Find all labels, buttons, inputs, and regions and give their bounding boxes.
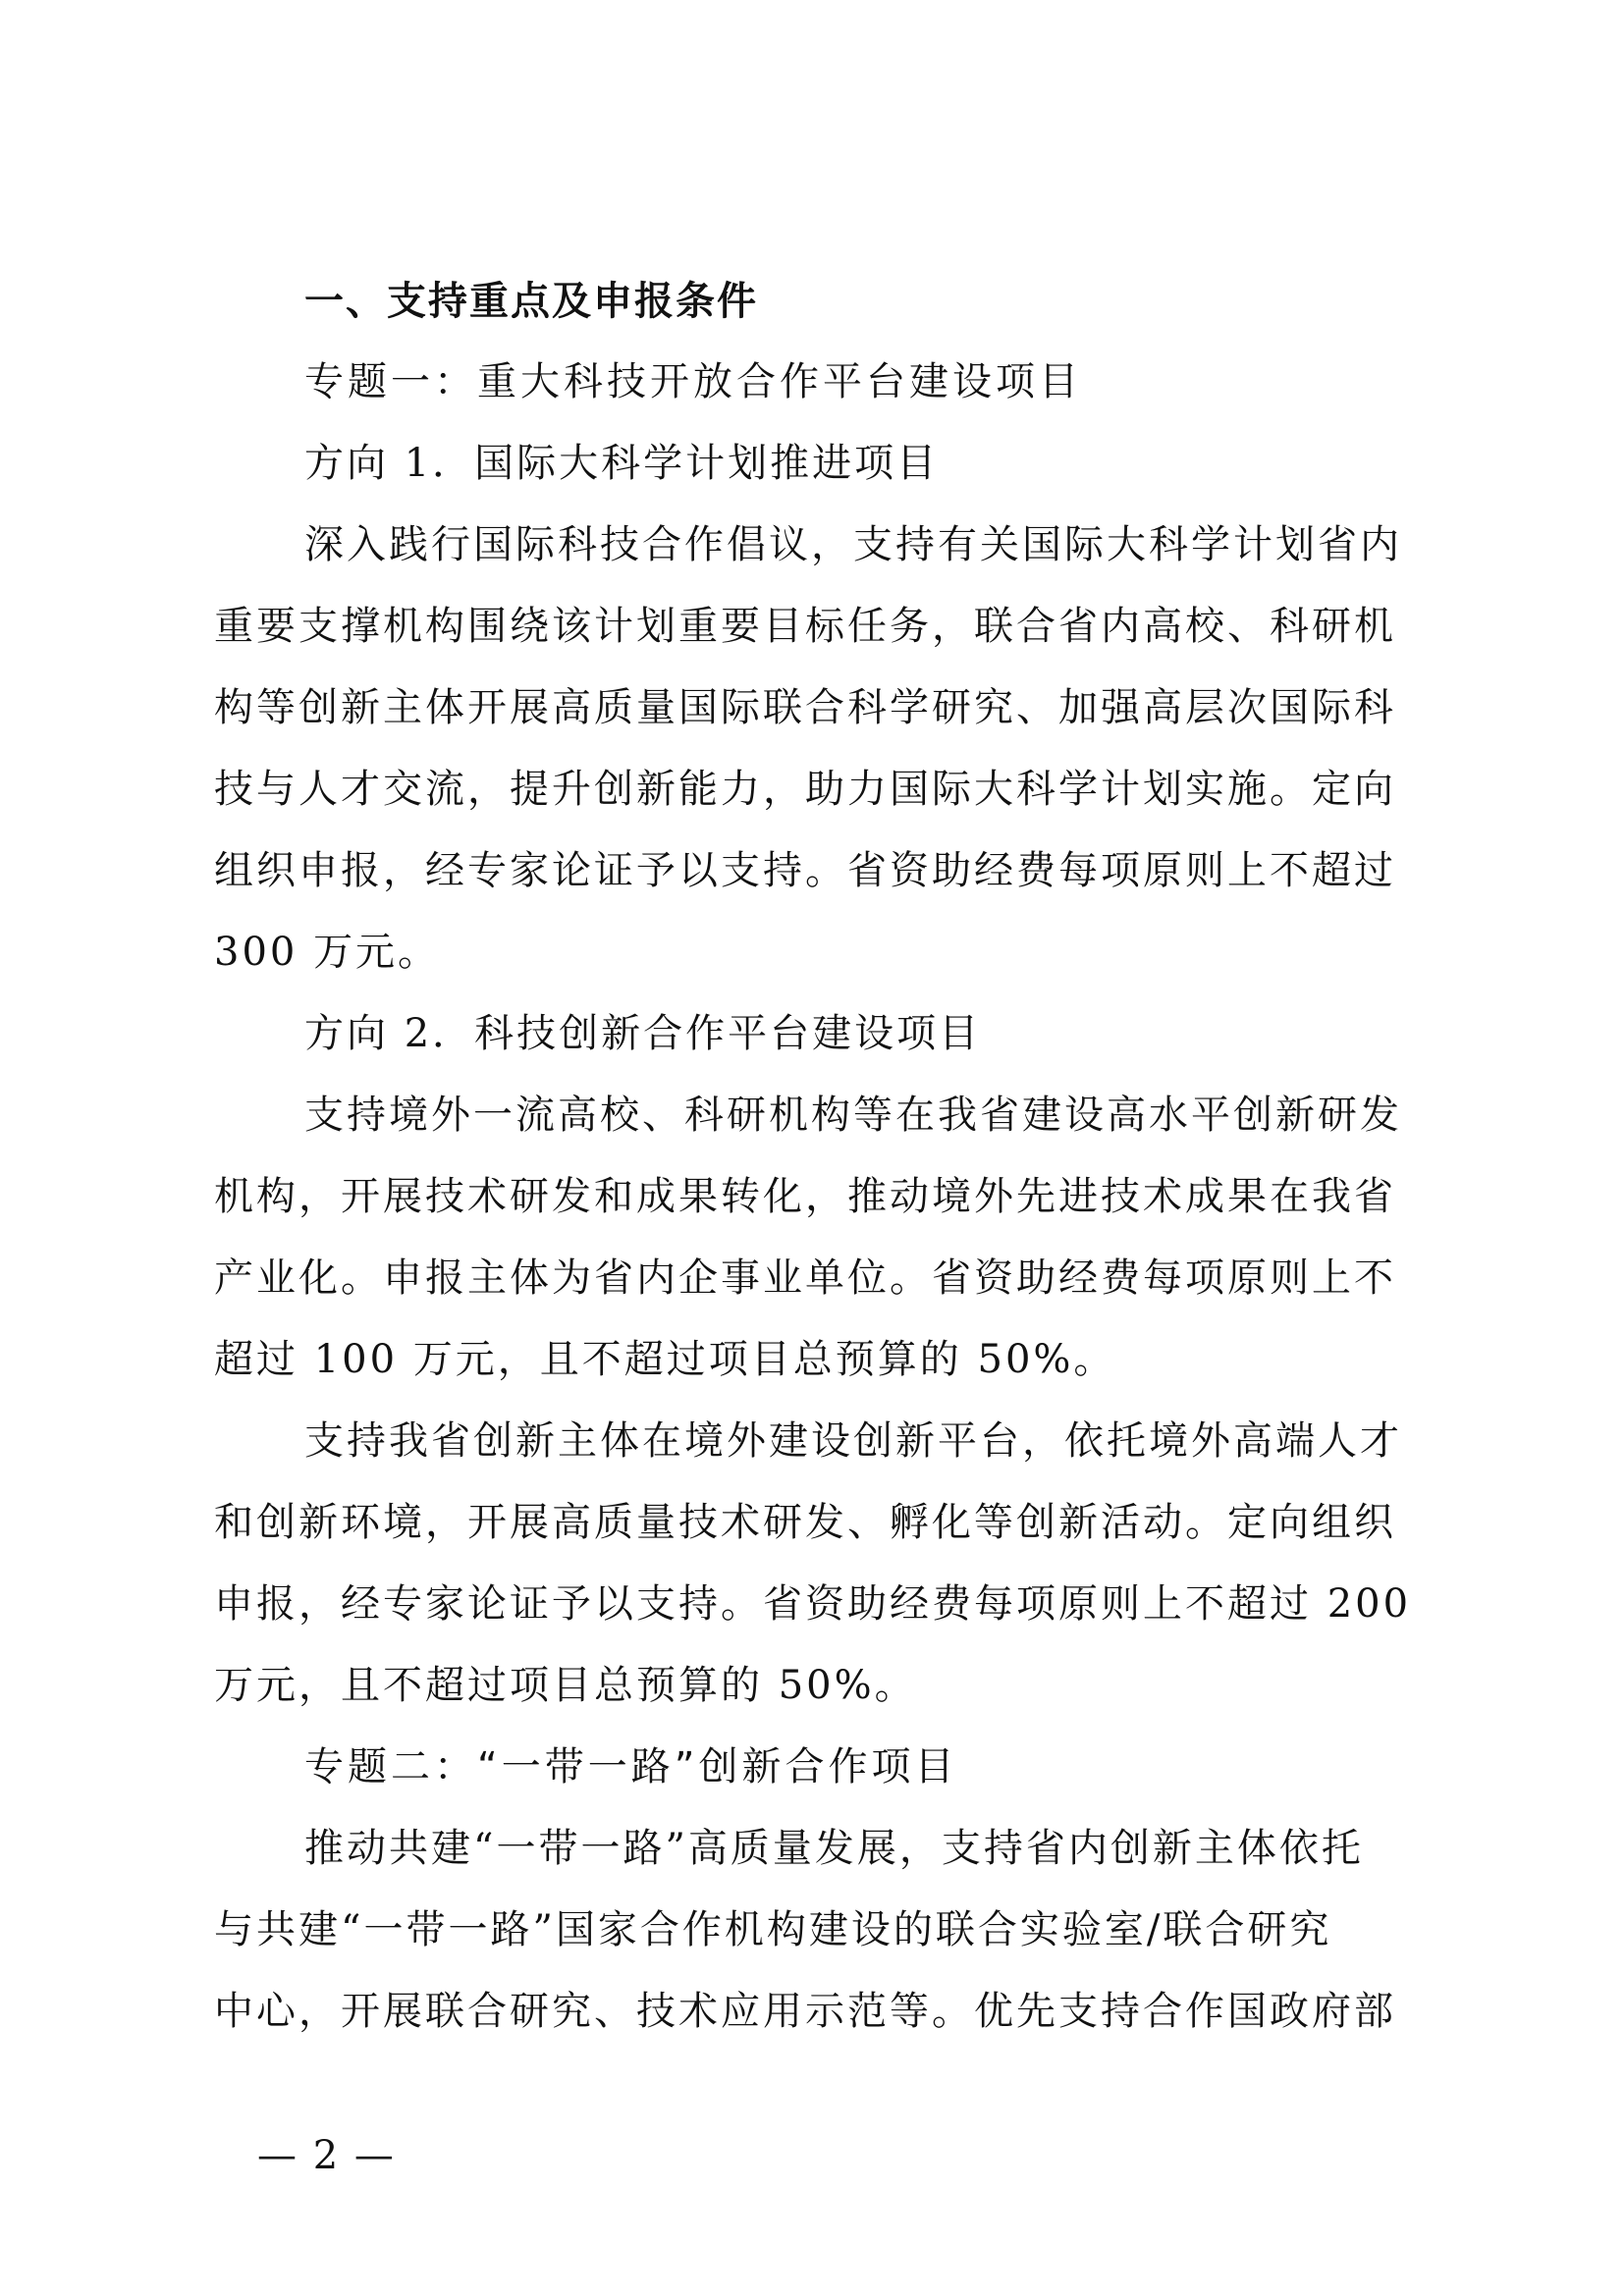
page-number: — 2 — [257, 2133, 396, 2178]
topic1-title: 专题一：重大科技开放合作平台建设项目 [304, 359, 1082, 404]
paragraph-line: 重要支撑机构围绕该计划重要目标任务，联合省内高校、科研机 [214, 604, 1396, 649]
paragraph-line: 万元，且不超过项目总预算的 50%。 [214, 1663, 917, 1708]
paragraph-line: 支持我省创新主体在境外建设创新平台，依托境外高端人才 [304, 1418, 1402, 1464]
paragraph-line: 支持境外一流高校、科研机构等在我省建设高水平创新研发 [304, 1093, 1402, 1138]
paragraph-line: 深入践行国际科技合作倡议，支持有关国际大科学计划省内 [304, 522, 1402, 567]
paragraph-line: 中心，开展联合研究、技术应用示范等。优先支持合作国政府部 [214, 1989, 1396, 2034]
section-heading: 一、支持重点及申报条件 [304, 279, 758, 324]
paragraph-line: 300 万元。 [214, 930, 441, 975]
paragraph-line: 技与人才交流，提升创新能力，助力国际大科学计划实施。定向 [214, 767, 1396, 812]
direction1-title: 方向 1．国际大科学计划推进项目 [304, 441, 940, 486]
paragraph-line: 超过 100 万元，且不超过项目总预算的 50%。 [214, 1337, 1116, 1382]
paragraph-line: 推动共建“一带一路”高质量发展，支持省内创新主体依托 [304, 1826, 1364, 1871]
paragraph-line: 申报，经专家论证予以支持。省资助经费每项原则上不超过 200 [214, 1581, 1412, 1627]
direction2-title: 方向 2．科技创新合作平台建设项目 [304, 1011, 982, 1056]
paragraph-line: 机构，开展技术研发和成果转化，推动境外先进技术成果在我省 [214, 1174, 1396, 1219]
topic2-title: 专题二：“一带一路”创新合作项目 [304, 1744, 958, 1789]
paragraph-line: 与共建“一带一路”国家合作机构建设的联合实验室/联合研究 [214, 1907, 1332, 1952]
paragraph-line: 和创新环境，开展高质量技术研发、孵化等创新活动。定向组织 [214, 1500, 1396, 1545]
paragraph-line: 构等创新主体开展高质量国际联合科学研究、加强高层次国际科 [214, 685, 1396, 730]
paragraph-line: 产业化。申报主体为省内企事业单位。省资助经费每项原则上不 [214, 1255, 1396, 1301]
paragraph-line: 组织申报，经专家论证予以支持。省资助经费每项原则上不超过 [214, 848, 1396, 893]
